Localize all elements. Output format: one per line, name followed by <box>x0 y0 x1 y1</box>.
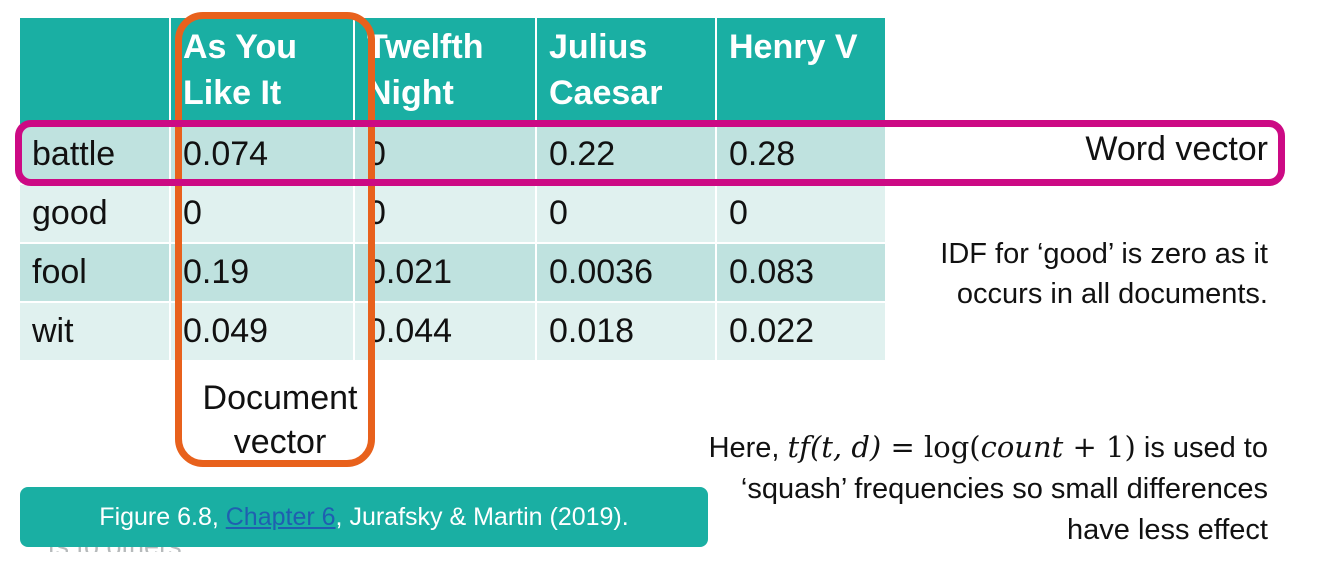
row-term: good <box>20 184 170 243</box>
table-cell: 0.083 <box>716 243 886 302</box>
table-cell: 0.049 <box>170 302 354 361</box>
table-cell: 0 <box>354 125 536 184</box>
tfidf-table <box>20 18 887 362</box>
tf-note-suffix: is used to ‘squash’ frequencies so small differences have less effect <box>740 432 1268 546</box>
table-cell: 0 <box>536 184 716 243</box>
table-cell: 0.0036 <box>536 243 716 302</box>
table-cell: 0.22 <box>536 125 716 184</box>
row-term: fool <box>20 243 170 302</box>
document-vector-label <box>182 376 378 464</box>
column-header-julius-caesar: Julius Caesar <box>536 18 716 125</box>
caption-prefix: Figure 6.8, <box>99 503 226 531</box>
table-cell: 0 <box>354 184 536 243</box>
chapter-link[interactable]: Chapter 6 <box>225 503 336 531</box>
table-cell: 0.044 <box>354 302 536 361</box>
table-cell: 0.074 <box>170 125 354 184</box>
word-vector-label: Word vector <box>1085 130 1268 168</box>
caption-suffix: , Jurafsky & Martin (2019). <box>335 503 629 531</box>
table-cell: 0.19 <box>170 243 354 302</box>
table-header-corner <box>20 18 170 125</box>
column-header-twelfth-night: Twelfth Night <box>354 18 536 125</box>
table-cell: 0 <box>716 184 886 243</box>
tf-formula-function: tf <box>787 430 810 464</box>
column-header-henry-v: Henry V <box>716 18 886 125</box>
tf-note-prefix: Here, <box>708 432 788 464</box>
table-cell: 0.021 <box>354 243 536 302</box>
table-header-row <box>20 18 886 125</box>
table-row-fool <box>20 243 886 302</box>
table-cell: 0.022 <box>716 302 886 361</box>
table-row-good <box>20 184 886 243</box>
table-cell: 0.018 <box>536 302 716 361</box>
figure-caption <box>20 487 708 547</box>
row-term: wit <box>20 302 170 361</box>
tf-formula-args: (t, d) <box>809 430 882 464</box>
column-header-as-you-like-it: As You Like It <box>170 18 354 125</box>
table-cell: 0.28 <box>716 125 886 184</box>
table-row-wit <box>20 302 886 361</box>
tf-formula <box>788 430 1136 464</box>
row-term: battle <box>20 125 170 184</box>
table-cell: 0 <box>170 184 354 243</box>
tf-formula-count: count <box>980 430 1064 464</box>
document-vector-label-line2: vector <box>233 423 327 461</box>
idf-note: IDF for ‘good’ is zero as it occurs in all documents. <box>940 238 1268 310</box>
tf-formula-tail: + 1) <box>1063 430 1136 464</box>
tf-note <box>708 427 1268 551</box>
tf-formula-eq: = log( <box>881 430 981 464</box>
document-vector-label-line1: Document <box>202 379 358 417</box>
